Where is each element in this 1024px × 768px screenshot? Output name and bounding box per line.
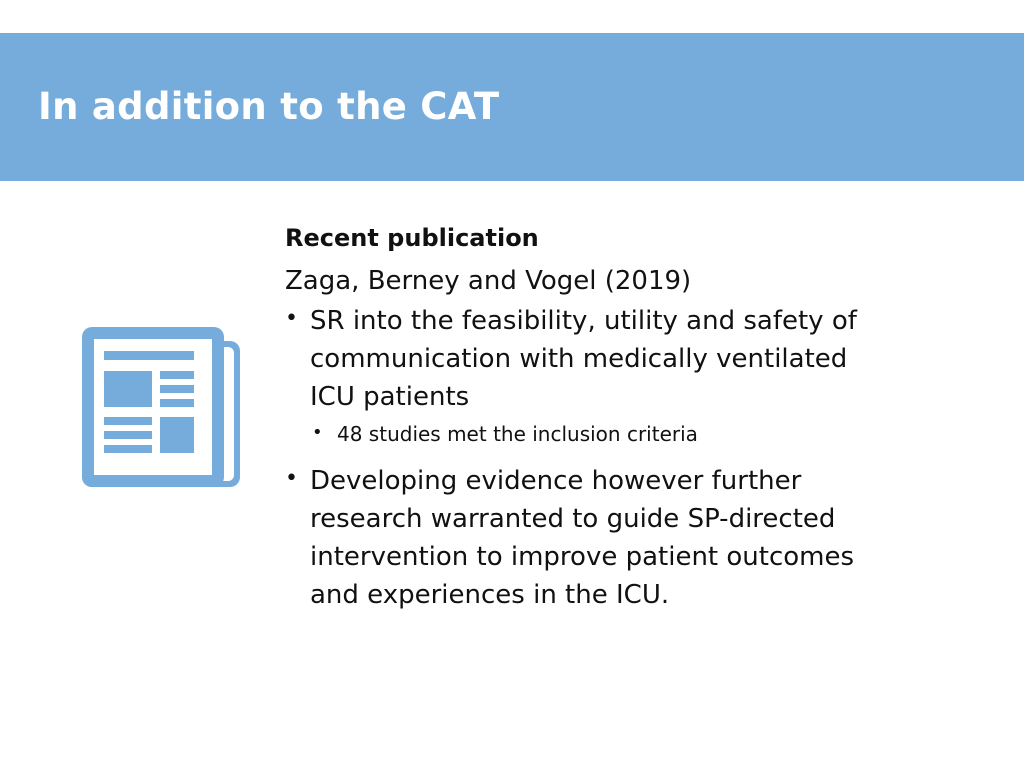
bullet-text-line: SR into the feasibility, utility and safety of: [310, 306, 857, 336]
bullet-text-line: research warranted to guide SP-directed: [310, 504, 836, 534]
bullet-item: [285, 462, 985, 614]
bullet-text-line: Developing evidence however further: [310, 466, 802, 496]
newspaper-icon: [82, 327, 242, 489]
sub-bullet-container: [285, 416, 985, 452]
content-body: [285, 216, 985, 614]
bullet-icon: •: [312, 422, 323, 443]
bullet-text-line: intervention to improve patient outcomes: [310, 542, 855, 572]
bullet-icon: •: [285, 306, 298, 331]
bullet-text-line: and experiences in the ICU.: [310, 580, 670, 610]
sub-bullet-item: [285, 416, 985, 452]
slide-title: In addition to the CAT: [38, 85, 500, 128]
bullet-list: [285, 302, 985, 614]
sub-bullet-text: 48 studies met the inclusion criteria: [337, 422, 698, 446]
sub-bullet-list: [285, 416, 985, 452]
citation: Zaga, Berney and Vogel (2019): [285, 266, 692, 296]
bullet-item: [285, 302, 985, 416]
section-heading: Recent publication: [285, 224, 539, 252]
bullet-icon: •: [285, 466, 298, 491]
bullet-text-line: ICU patients: [310, 382, 470, 412]
bullet-text-line: communication with medically ventilated: [310, 344, 848, 374]
